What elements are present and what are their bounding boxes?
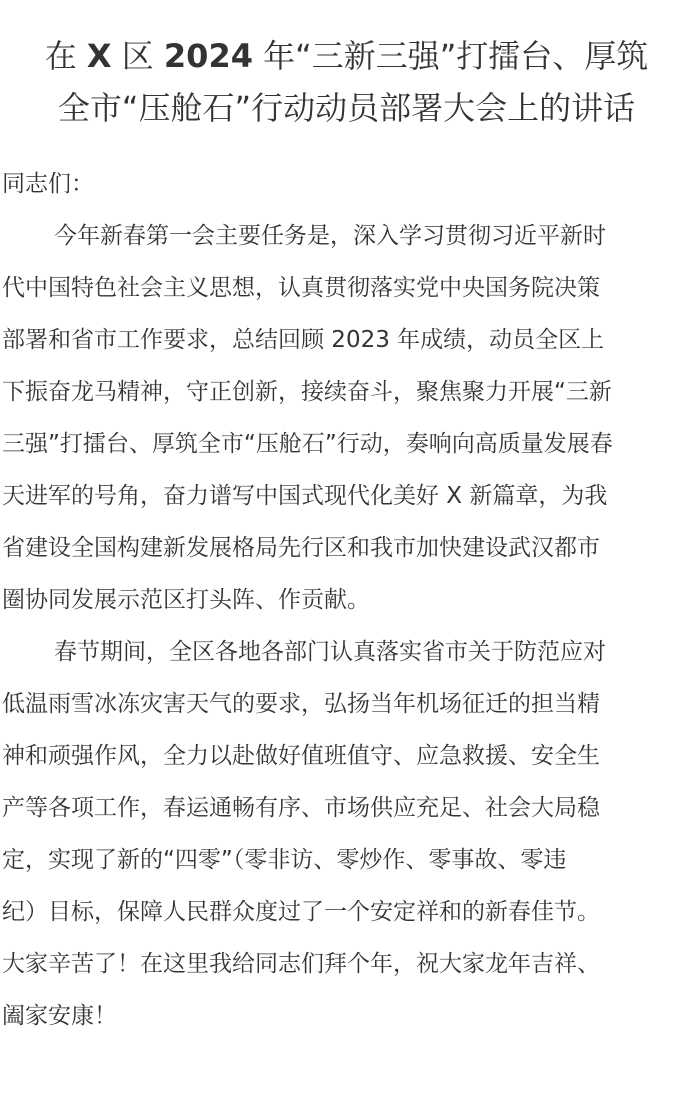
paragraph-2 xyxy=(2,626,691,1042)
paragraph-line: 春节期间，全区各地各部门认真落实省市关于防范应对 xyxy=(54,639,606,665)
paragraph-1 xyxy=(2,210,691,626)
document-body xyxy=(2,158,691,1042)
document-title xyxy=(0,30,693,134)
title-text-bold: 2024 xyxy=(163,37,253,75)
paragraph-line: 省建设全国构建新发展格局先行区和我市加快建设武汉都市 xyxy=(2,535,600,561)
salutation-text: 同志们： xyxy=(2,171,94,197)
title-line-2: 全市“压舱石”行动动员部署大会上的讲话 xyxy=(57,89,636,127)
paragraph-line: 神和顽强作风，全力以赴做好值班值守、应急救援、安全生 xyxy=(2,743,600,769)
paragraph-line: 纪）目标，保障人民群众度过了一个安定祥和的新春佳节。 xyxy=(2,899,600,925)
paragraph-line: 低温雨雪冰冻灾害天气的要求，弘扬当年机场征迁的担当精 xyxy=(2,691,600,717)
paragraph-line: 圈协同发展示范区打头阵、作贡献。 xyxy=(2,587,370,613)
paragraph-line: 部署和省市工作要求，总结回顾 2023 年成绩，动员全区上 xyxy=(2,327,605,353)
paragraph-line: 产等各项工作，春运通畅有序、市场供应充足、社会大局稳 xyxy=(2,795,600,821)
title-text: 区 xyxy=(111,37,164,75)
paragraph-line: 阖家安康！ xyxy=(2,1003,117,1029)
paragraph-line: 天进军的号角，奋力谱写中国式现代化美好 X 新篇章，为我 xyxy=(2,483,608,509)
salutation xyxy=(2,158,691,210)
title-text: 年“三新三强”打擂台、厚筑 xyxy=(252,37,649,75)
paragraph-line: 今年新春第一会主要任务是，深入学习贯彻习近平新时 xyxy=(54,223,606,249)
paragraph-line: 大家辛苦了！在这里我给同志们拜个年，祝大家龙年吉祥、 xyxy=(2,951,600,977)
title-text-bold: X xyxy=(86,37,112,75)
paragraph-line: 下振奋龙马精神，守正创新，接续奋斗，聚焦聚力开展“三新 xyxy=(2,379,612,405)
paragraph-line: 代中国特色社会主义思想，认真贯彻落实党中央国务院决策 xyxy=(2,275,600,301)
paragraph-line: 定，实现了新的“四零”（零非访、零炒作、零事故、零违 xyxy=(2,847,567,873)
title-text: 在 xyxy=(44,37,87,75)
paragraph-line: 三强”打擂台、厚筑全市“压舱石”行动，奏响向高质量发展春 xyxy=(2,431,613,457)
title-line-1 xyxy=(0,30,693,82)
